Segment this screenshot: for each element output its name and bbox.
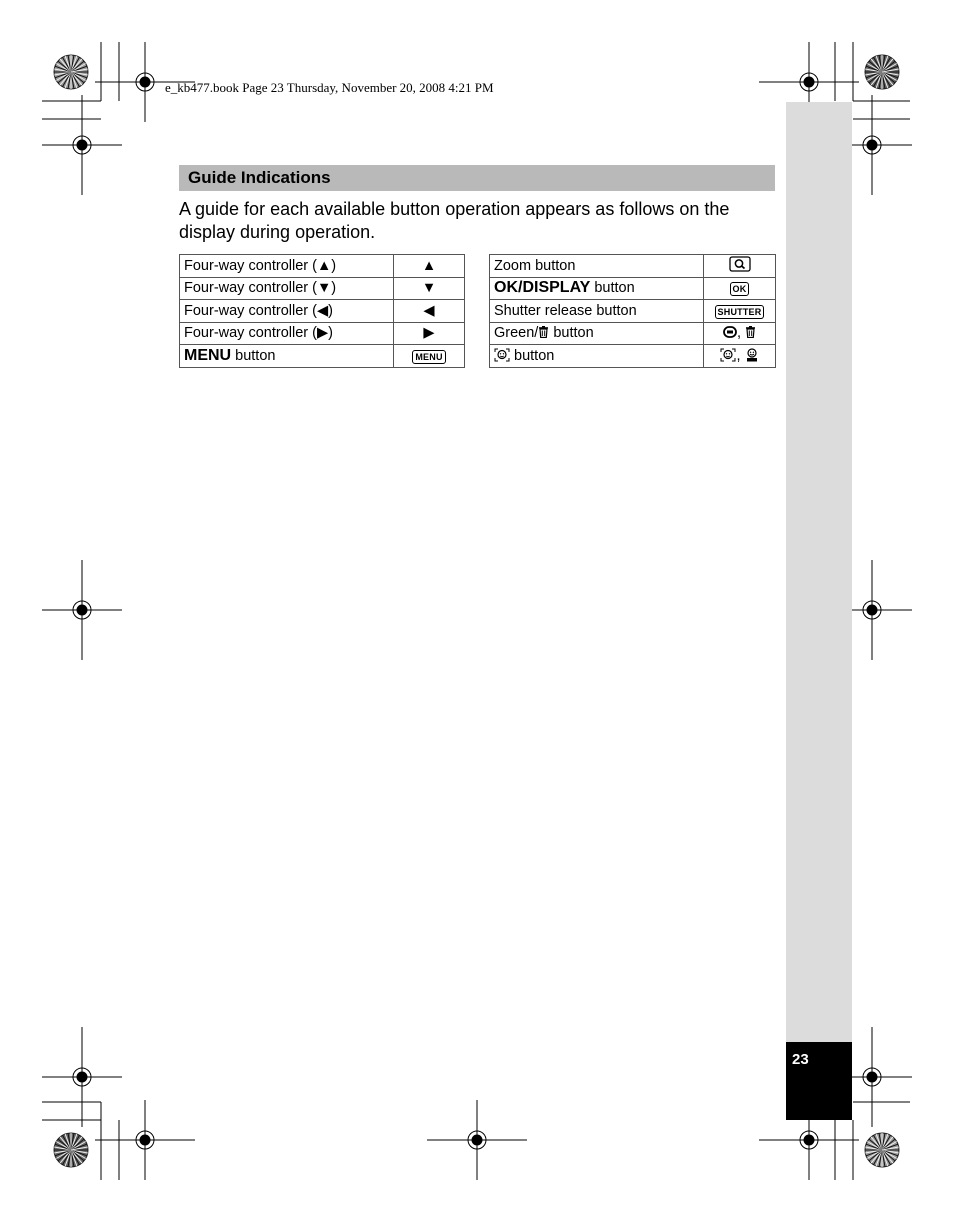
row-label: Four-way controller (▶)	[180, 322, 394, 345]
starburst-target	[865, 1133, 899, 1167]
down-arrow-icon: ▼	[394, 277, 465, 300]
section-title: Guide Indications	[188, 168, 331, 187]
page-number-box	[786, 1042, 852, 1120]
row-label-rest: button	[549, 325, 594, 342]
zoom-icon	[704, 255, 776, 278]
row-label: Four-way controller (◀)	[180, 300, 394, 323]
row-label: Four-way controller (▼)	[180, 277, 394, 300]
starburst-target	[54, 55, 88, 89]
ok-key-icon	[704, 277, 776, 300]
table-row	[490, 345, 776, 368]
row-label	[490, 277, 704, 300]
row-label: Four-way controller (▲)	[180, 255, 394, 278]
green-trash-symbols: ,	[704, 322, 776, 345]
button-guide-table	[489, 254, 776, 368]
row-label: Shutter release button	[490, 300, 704, 323]
page-number: 23	[792, 1051, 809, 1068]
face-smile-symbols: ,	[704, 345, 776, 368]
ok-display-word: OK/DISPLAY	[494, 279, 591, 297]
green-button-icon	[723, 325, 737, 341]
print-header: e_kb477.book Page 23 Thursday, November 20, 2008 4:21 PM	[165, 80, 494, 95]
row-label-rest: button	[231, 347, 276, 364]
right-arrow-icon: ▶	[394, 322, 465, 345]
left-arrow-icon: ◀	[394, 300, 465, 323]
shutter-keycap: SHUTTER	[715, 305, 765, 319]
table-row	[180, 255, 465, 278]
section-heading-bar	[179, 165, 775, 191]
table-row	[490, 255, 776, 278]
menu-keycap: MENU	[412, 350, 445, 364]
four-way-guide-table	[179, 254, 465, 368]
table-row	[490, 277, 776, 300]
table-row	[180, 345, 465, 368]
shutter-key-icon	[704, 300, 776, 323]
row-label	[490, 322, 704, 345]
ok-keycap: OK	[730, 282, 750, 296]
menu-key-icon	[394, 345, 465, 368]
face-recognition-icon	[494, 348, 510, 364]
starburst-target	[865, 55, 899, 89]
table-row	[180, 300, 465, 323]
table-row	[180, 277, 465, 300]
row-label	[490, 345, 704, 368]
menu-word: MENU	[184, 346, 232, 364]
row-label-rest: button	[510, 347, 555, 364]
starburst-target	[54, 1133, 88, 1167]
table-row	[180, 322, 465, 345]
trash-icon	[745, 325, 756, 341]
row-label-rest: button	[590, 280, 635, 297]
up-arrow-icon: ▲	[394, 255, 465, 278]
row-label: Zoom button	[490, 255, 704, 278]
face-recognition-icon	[720, 348, 736, 364]
row-label	[180, 345, 394, 368]
intro-paragraph: A guide for each available button operation appears as follows on the display during operation.	[179, 199, 730, 242]
smile-capture-icon	[745, 348, 759, 364]
trash-icon	[538, 325, 549, 341]
row-label-pre: Green/	[494, 325, 539, 342]
table-row	[490, 322, 776, 345]
table-row	[490, 300, 776, 323]
